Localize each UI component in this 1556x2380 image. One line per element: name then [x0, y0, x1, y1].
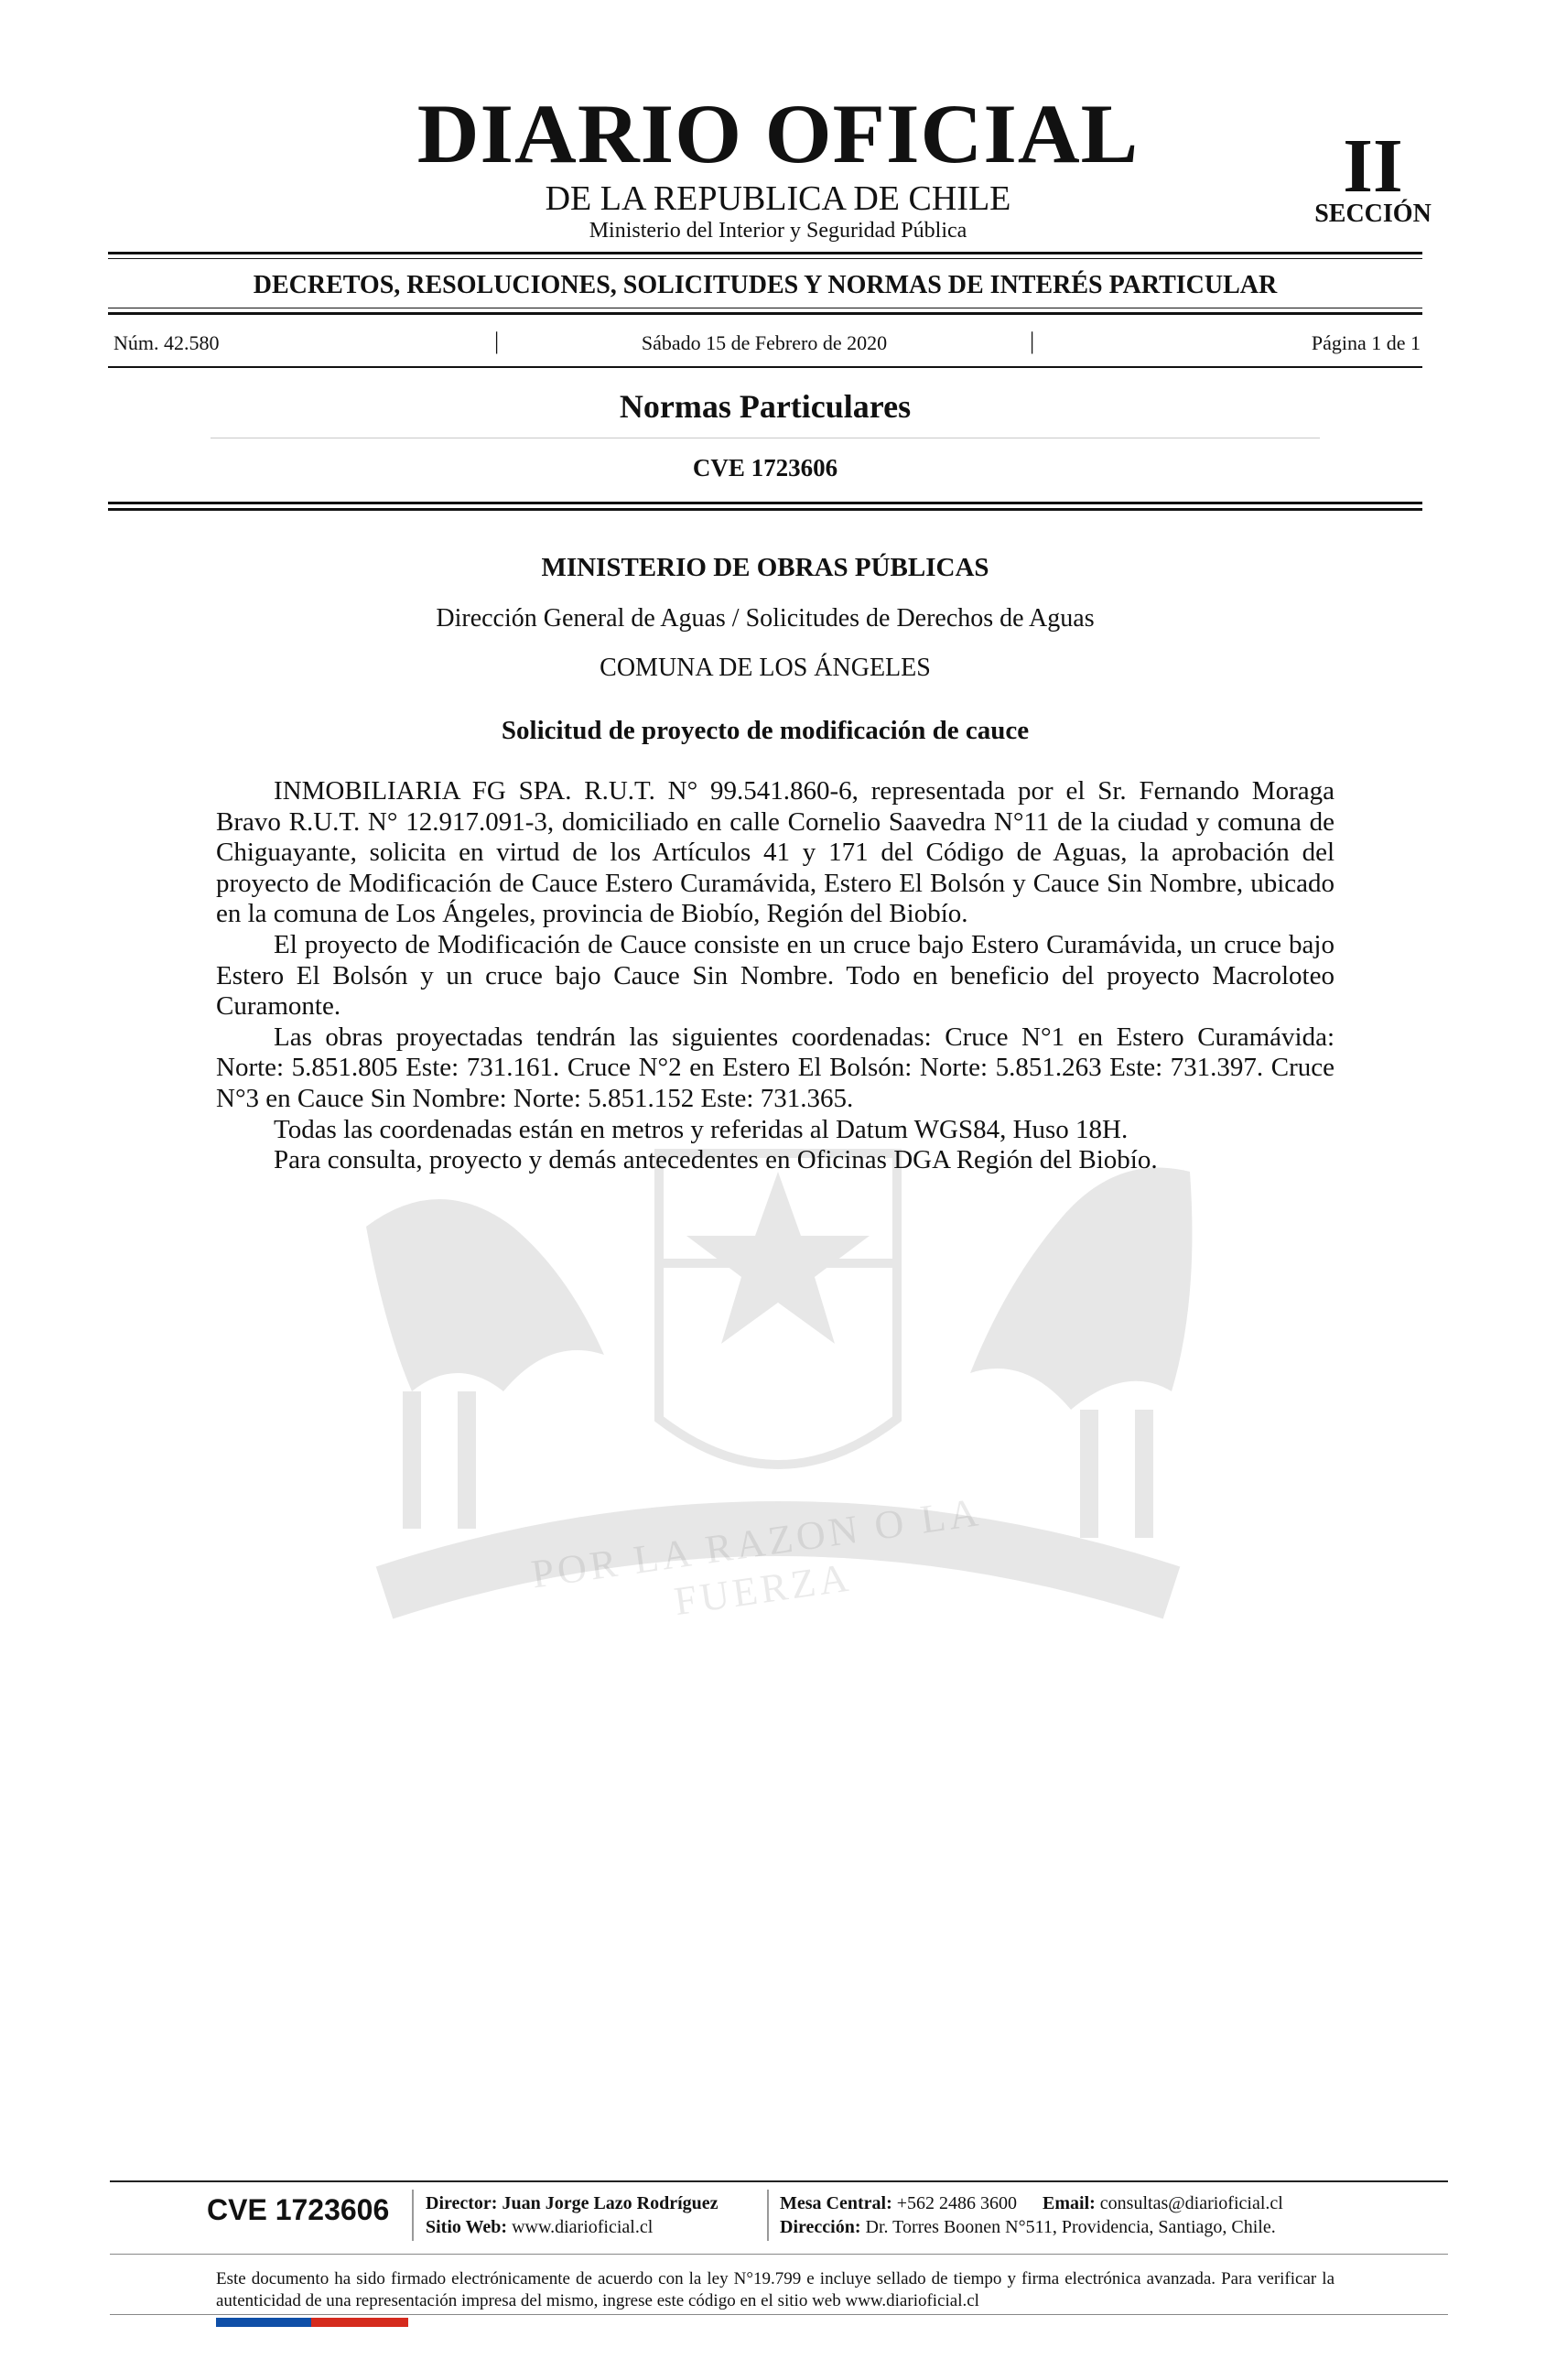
body-paragraph: Para consulta, proyecto y demás antecedentes en Oficinas DGA Región del Biobío.	[274, 1145, 1158, 1175]
footer-divider	[412, 2190, 414, 2241]
document-body	[216, 776, 1334, 1176]
body-paragraph: INMOBILIARIA FG SPA. R.U.T. N° 99.541.860-6, representada por el Sr. Fernando Moraga Bravo R.U.T. N° 12.917.091-3, domiciliado en calle Cornelio Saavedra N°11 de la ciudad y comuna de Chiguayante, solicita en virtud de los Artículos 41 y 171 del Código de Aguas, la aprobación del proyecto de Modificación de Cauce Estero Curamávida, Estero El Bolsón y Cauce Sin Nombre, ubicado en la comuna de Los Ángeles, provincia de Biobío, Región del Biobío.	[216, 776, 1334, 929]
issue-rule-bottom	[108, 366, 1422, 368]
phone-number: +562 2486 3600	[896, 2193, 1018, 2213]
section-label: SECCIÓN	[1314, 200, 1432, 228]
footer-director-block	[426, 2191, 719, 2239]
footer-rule-top	[110, 2180, 1448, 2182]
content-rule-a	[108, 502, 1422, 504]
masthead-title: DIARIO OFICIAL	[416, 87, 1140, 180]
issue-separator: |	[494, 328, 500, 354]
phone-label: Mesa Central:	[780, 2193, 892, 2213]
body-paragraph: Las obras proyectadas tendrán las siguientes coordenadas: Cruce N°1 en Estero Curamávida: Norte: 5.851.805 Este: 731.161. Cruce N°2 en Estero El Bolsón: Norte: 5.851.263 Este: 731.397. Cruce N°3 en Cauce Sin Nombre: Norte: 5.851.152 Este: 731.365.	[216, 1022, 1334, 1113]
body-paragraph: Todas las coordenadas están en metros y referidas al Datum WGS84, Huso 18H.	[274, 1114, 1129, 1144]
director-name: Juan Jorge Lazo Rodríguez	[502, 2193, 719, 2213]
section-number: II	[1343, 124, 1403, 209]
masthead-rule-top	[108, 252, 1422, 254]
address-label: Dirección:	[780, 2217, 861, 2237]
document-directorate: Dirección General de Aguas / Solicitudes de Derechos de Aguas	[436, 604, 1095, 633]
issue-rule-top-b	[108, 312, 1422, 315]
banner-title: DECRETOS, RESOLUCIONES, SOLICITUDES Y NORMAS DE INTERÉS PARTICULAR	[253, 271, 1278, 299]
issue-number: Núm. 42.580	[113, 331, 220, 354]
masthead-rule-bottom	[108, 258, 1422, 259]
issue-date: Sábado 15 de Febrero de 2020	[641, 331, 888, 354]
footer-rule-bottom	[110, 2314, 1448, 2315]
footer-divider	[767, 2190, 769, 2241]
watermark-motto: POR LA RAZON O LA FUERZA	[528, 1488, 985, 1625]
issue-separator: |	[1030, 328, 1035, 354]
document-heading: Solicitud de proyecto de modificación de cauce	[501, 716, 1030, 745]
email-label: Email:	[1043, 2193, 1096, 2213]
website-link[interactable]: www.diarioficial.cl	[512, 2217, 654, 2237]
cve-header: CVE 1723606	[692, 454, 838, 481]
masthead-subtitle: DE LA REPUBLICA DE CHILE	[545, 179, 1011, 218]
director-label: Director:	[426, 2193, 498, 2213]
footer-contact-block	[780, 2191, 1283, 2239]
footer-rule-middle	[110, 2254, 1448, 2255]
address-text: Dr. Torres Boonen N°511, Providencia, Santiago, Chile.	[865, 2217, 1276, 2237]
email-link[interactable]: consultas@diarioficial.cl	[1099, 2193, 1283, 2213]
footer-note: Este documento ha sido firmado electrónicamente de acuerdo con la ley N°19.799 e incluye sellado de tiempo y firma electrónica avanzada. Para verificar la autenticidad de una representación impresa del mismo, ingrese este código en el sitio web www.diarioficial.cl	[216, 2269, 1334, 2310]
issue-page: Página 1 de 1	[1311, 331, 1421, 354]
section-title: Normas Particulares	[619, 388, 912, 425]
footer-cve: CVE 1723606	[207, 2193, 390, 2226]
flag-stripe-blue	[216, 2318, 311, 2327]
body-paragraph: El proyecto de Modificación de Cauce consiste en un cruce bajo Estero Curamávida, un cruce bajo Estero El Bolsón y un cruce bajo Cauce Sin Nombre. Todo en beneficio del proyecto Macroloteo Curamonte.	[216, 929, 1334, 1022]
content-rule-b	[108, 508, 1422, 511]
document-ministry: MINISTERIO DE OBRAS PÚBLICAS	[541, 553, 989, 582]
document-comuna: COMUNA DE LOS ÁNGELES	[600, 654, 931, 682]
masthead-ministry: Ministerio del Interior y Seguridad Pública	[589, 219, 967, 243]
website-label: Sitio Web:	[426, 2217, 508, 2237]
flag-stripe-red	[311, 2318, 408, 2327]
